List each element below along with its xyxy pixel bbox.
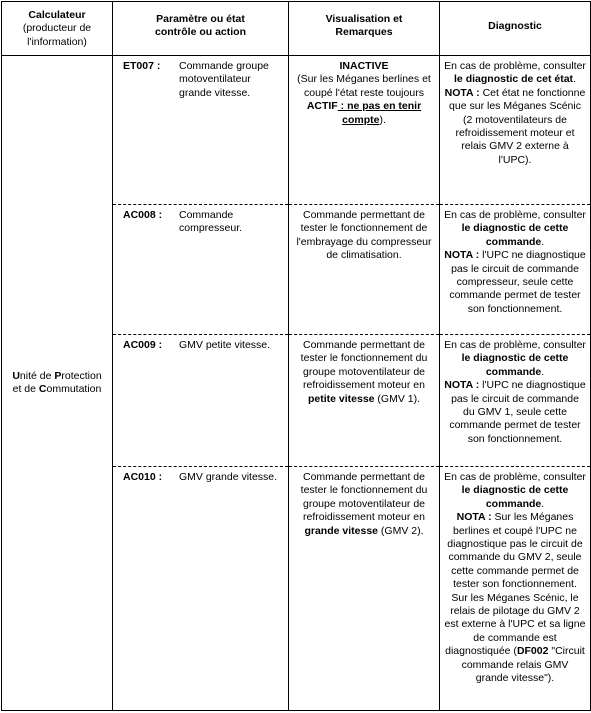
diag-text: En cas de problème, consulter le diagnostic de cette commande. NOTA : Sur les Méganes berlines et coupé l'UPC ne diagnostique pas le circuit de commande du GMV 2, seule cette commande permet de tester son fonctionnement. Sur les Méganes Scénic, le relais de pilotage du GMV 2 est externe à l'UPC et sa ligne de commande est diagnostiquée (DF002 "Circuit commande relais GMV grande vitesse"). [444, 471, 586, 685]
param-cell [113, 56, 289, 205]
calculateur-name: Unité de Protection et de Commutation [12, 369, 102, 395]
diag-cell [440, 467, 591, 711]
header-visualisation: Visualisation et Remarques [289, 2, 440, 56]
diag-text: En cas de problème, consulter le diagnostic de cet état. NOTA : Cet état ne fonctionne que sur les Méganes Scénic (2 motoventilateurs de refroidissement moteur et relais GMV 2 externe à l'UPC). [444, 60, 586, 166]
header-diagnostic: Diagnostic [440, 2, 591, 56]
vis-text: Commande permettant de tester le fonctionnement du groupe motoventilateur de refroidissement moteur en petite vitesse (GMV 1). [300, 339, 428, 405]
param-text: GMV petite vitesse. [179, 339, 271, 351]
param-text: GMV grande vitesse. [179, 471, 278, 483]
diag-text: En cas de problème, consulter le diagnostic de cette commande. NOTA : l'UPC ne diagnostique pas le circuit de commande du GMV 1, seule cette commande permet de tester son fonctionnement. [444, 339, 586, 445]
param-cell [113, 335, 289, 467]
diag-cell [440, 56, 591, 205]
param-text: Commande groupe motoventilateur grande vitesse. [179, 60, 269, 99]
diag-cell [440, 335, 591, 467]
param-cell [113, 467, 289, 711]
header-calculateur [2, 2, 113, 56]
vis-text: Commande permettant de tester le fonctionnement de l'embrayage du compresseur de climatisation. [296, 209, 432, 262]
table-row [2, 56, 591, 205]
param-code: AC008 : [123, 209, 163, 221]
header-calculateur-title: Calculateur [28, 9, 86, 21]
vis-cell [289, 56, 440, 205]
vis-cell [289, 335, 440, 467]
vis-cell [289, 205, 440, 335]
vis-cell [289, 467, 440, 711]
param-cell [113, 205, 289, 335]
param-code: ET007 : [123, 60, 161, 72]
diag-cell [440, 205, 591, 335]
param-text: Commande compresseur. [179, 209, 243, 235]
header-calculateur-sub: (producteur de l'information) [22, 22, 92, 48]
header-parametre: Paramètre ou état contrôle ou action [113, 2, 289, 56]
calculateur-cell [2, 56, 113, 711]
diag-text: En cas de problème, consulter le diagnostic de cette commande. NOTA : l'UPC ne diagnostique pas le circuit de commande compresseur, seule cette commande permet de tester son fonctionnement. [444, 209, 586, 315]
vis-text: INACTIVE (Sur les Méganes berlines et coupé l'état reste toujours ACTIF : ne pas en tenir compte). [297, 60, 431, 126]
vis-text: Commande permettant de tester le fonctionnement du groupe motoventilateur de refroidissement moteur en grande vitesse (GMV 2). [300, 471, 428, 537]
header-row [2, 2, 591, 56]
diagnostic-table [1, 1, 591, 711]
param-code: AC009 : [123, 339, 163, 351]
param-code: AC010 : [123, 471, 163, 483]
